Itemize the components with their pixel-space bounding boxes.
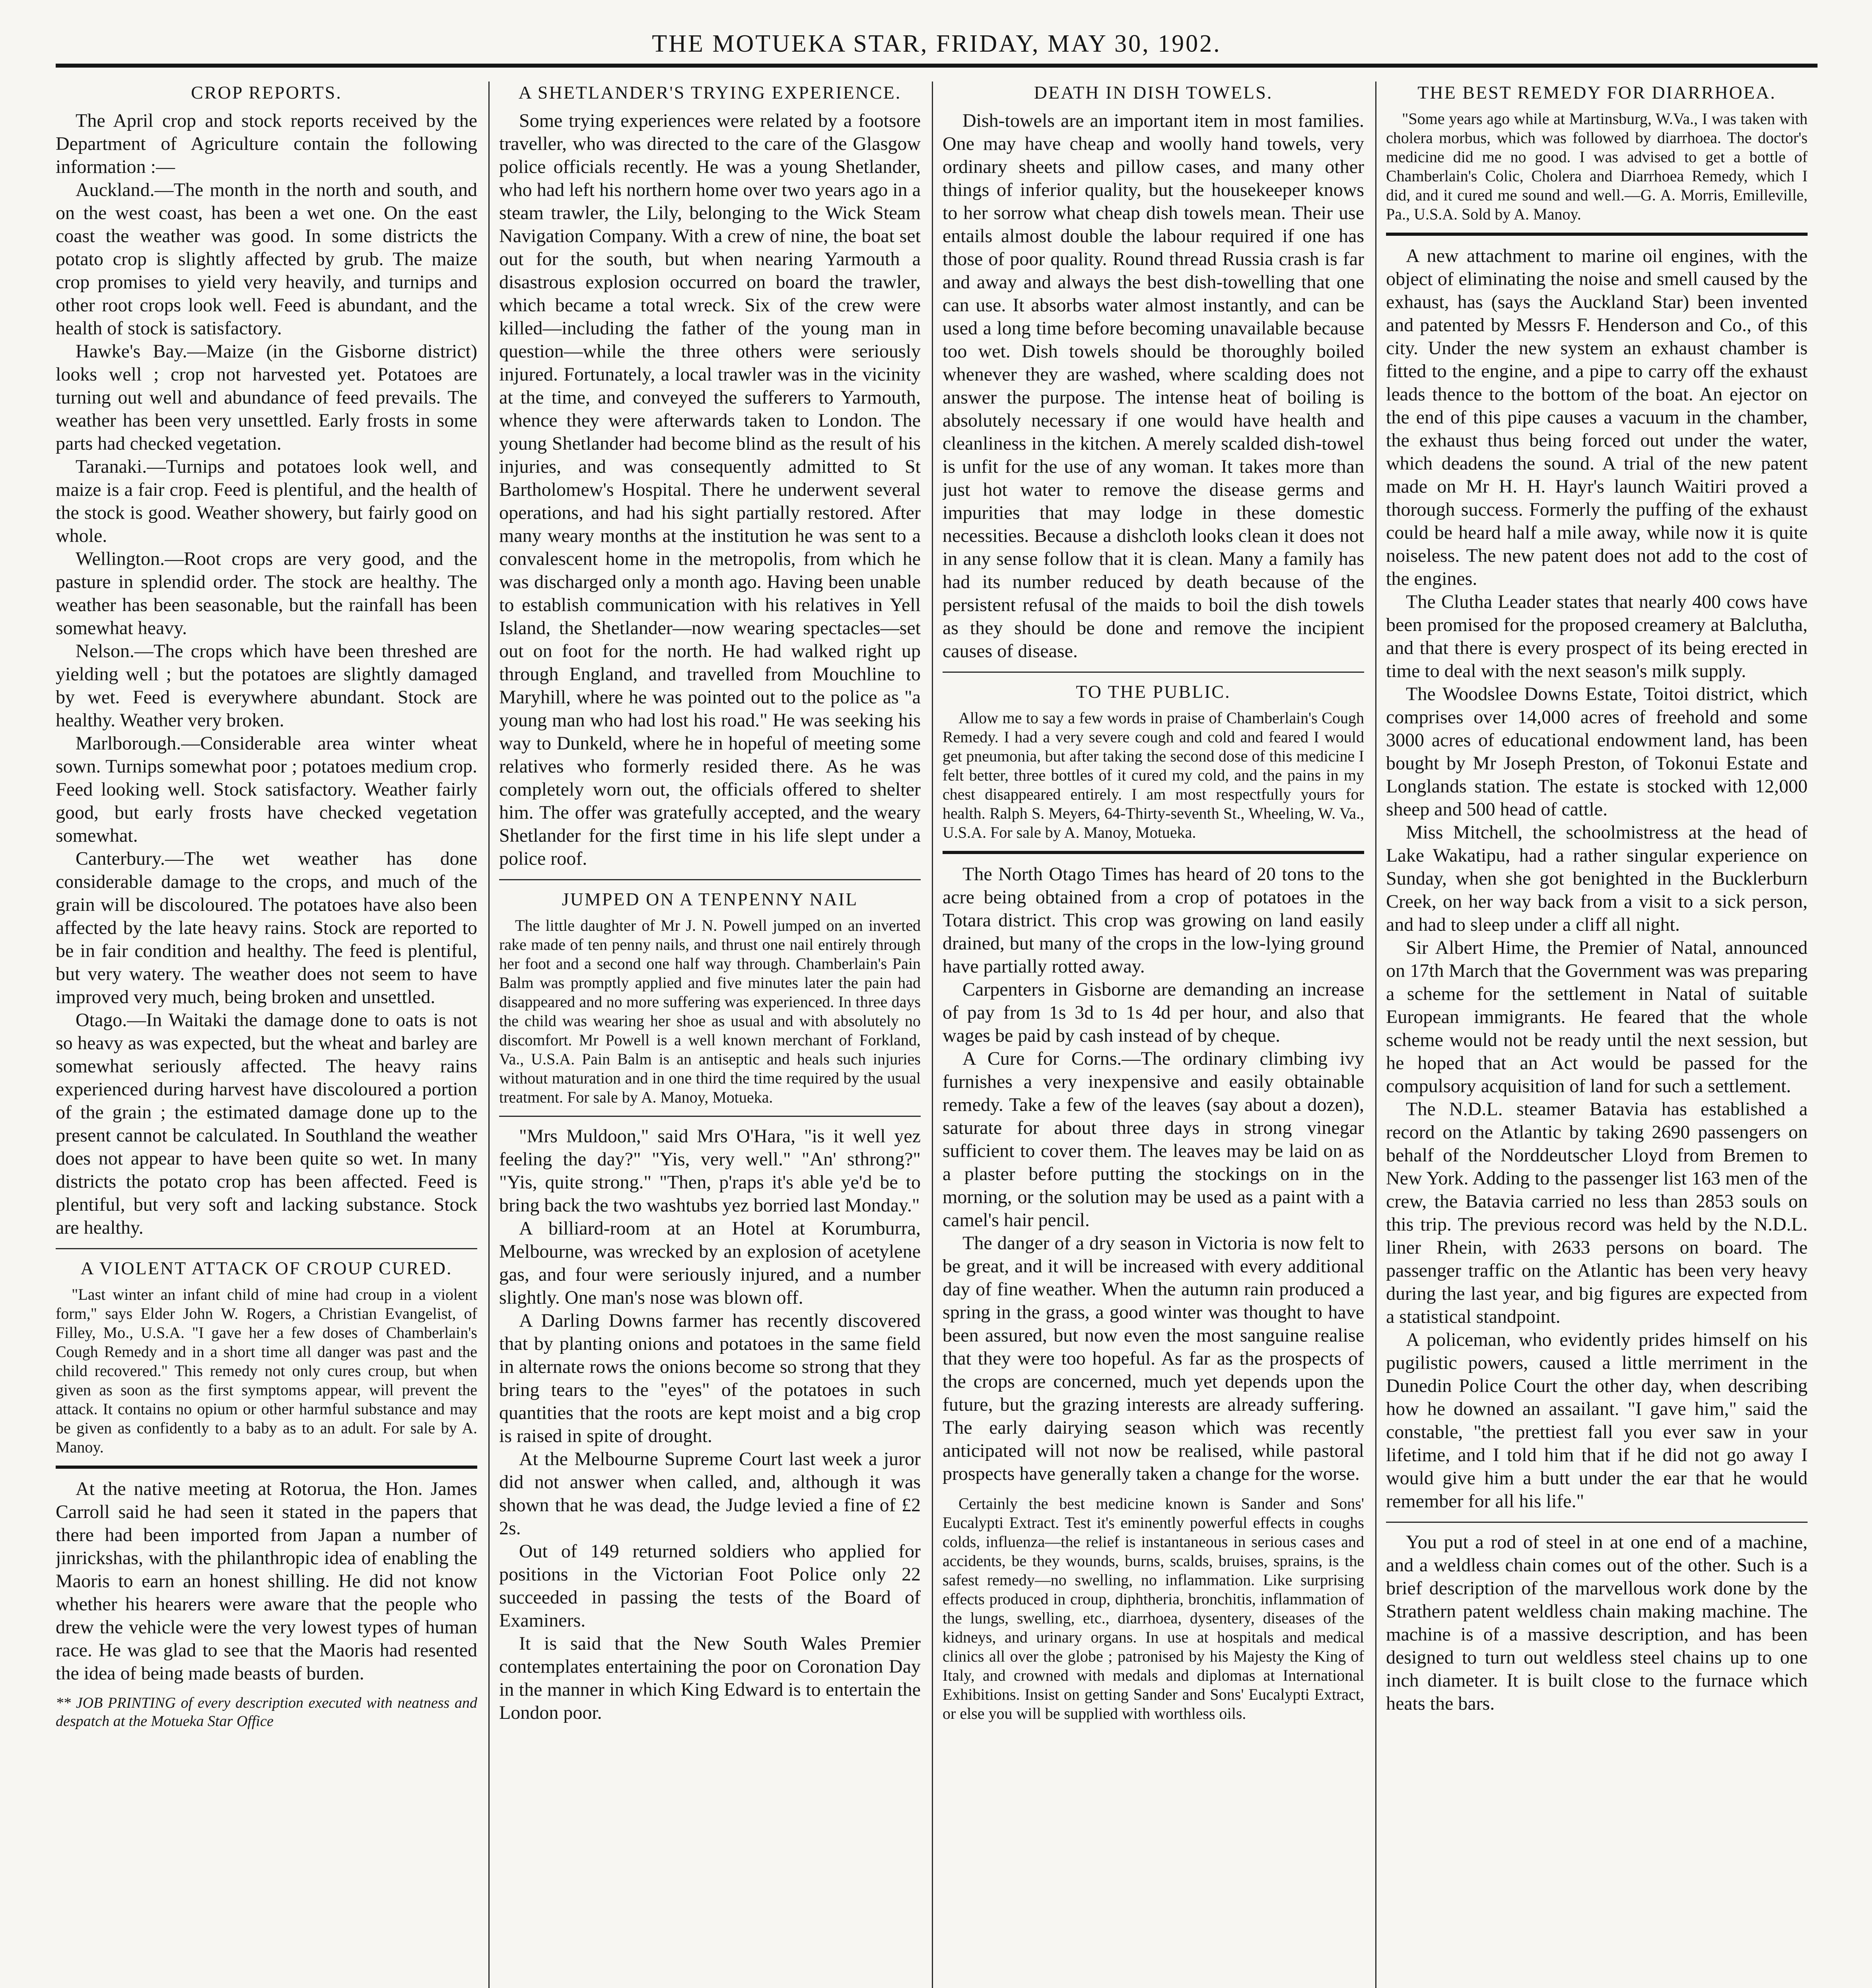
- paragraph-group: [499, 1125, 921, 1724]
- paragraph: "Mrs Muldoon," said Mrs O'Hara, "is it well yez feeling the day?" "Yis, very well." "An' sthrong?" "Yis, quite strong." "Then, p'raps it's able ye'd be to bring back the two washtubs yez borried last Monday.": [499, 1126, 921, 1216]
- paragraph: A new attachment to marine oil engines, with the object of eliminating the noise and smell caused by the exhaust, has (says the Auckland Star) been invented and patented by Messrs F. Henderson and Co., of this city. Under the new system an exhaust chamber is fitted to the engine, and a pipe to carry off the exhaust leads thence to the bottom of the boat. An ejector on the end of this pipe causes a vacuum in the chamber, the exhaust thus being forced out under the water, which deadens the sound. A trial of the new patent made on Mr H. H. Hayr's launch Waitiri proved a thorough success. Formerly the puffing of the exhaust could be heard half a mile away, while now it is quite noiseless. The new patent does not add to the cost of the engines.: [1386, 245, 1808, 589]
- paragraph: Out of 149 returned soldiers who applied for positions in the Victorian Foot Police only 22 succeeded in passing the tests of the Board of Examiners.: [499, 1541, 921, 1631]
- paragraph: Certainly the best medicine known is Sander and Sons' Eucalypti Extract. Test it's eminently powerful effects in coughs colds, influenza—the relief is instantaneous in serious cases and accidents, be they wounds, burns, scalds, bruises, sprains, is the safest remedy—no swelling, no inflammation. Like surprising effects produced in croup, diphtheria, bronchitis, inflammation of the lungs, swelling, etc., diarrhoea, dysentery, diseases of the kidneys, and urinary organs. In use at hospitals and medical clinics all over the globe ; patronised by his Majesty the King of Italy, and crowned with medals and diplomas at International Exhibitions. Insist on getting Sander and Sons' Eucalypti Extract, or else you will be supplied with worthless oils.: [943, 1495, 1364, 1722]
- advert-diarrhoea-remedy: [1386, 82, 1808, 224]
- headline: CROP REPORTS.: [191, 82, 342, 103]
- column-3: [943, 82, 1364, 1988]
- paragraph: Nelson.—The crops which have been threshed are yielding well ; but the potatoes are slightly damaged by wet. Feed is everywhere abundant. Stock are healthy. Weather very broken.: [56, 641, 477, 731]
- paragraph: At the Melbourne Supreme Court last week a juror did not answer when called, and, although it was shown that he was dead, the Judge levied a fine of £2 2s.: [499, 1448, 921, 1539]
- headline: JUMPED ON A TENPENNY NAIL: [562, 889, 858, 909]
- paragraph: The danger of a dry season in Victoria is now felt to be great, and it will be increased with every additional day of fine weather. When the autumn rain produced a spring in the grass, a good winter was thought to have been assured, but now even the most sanguine realise that they were too hopeful. As far as the prospects of the crops are concerned, much yet depends upon the future, but the grazing interests are already suffering. The early dairying season which was recently anticipated will not now be realised, while pastoral prospects have generally taken a change for the worse.: [943, 1233, 1364, 1484]
- paragraph: The Clutha Leader states that nearly 400 cows have been promised for the proposed creamery at Balclutha, and that there is every prospect of its being erected in time to deal with the next season's milk supply.: [1386, 591, 1808, 681]
- paragraph-group: [1386, 245, 1808, 1513]
- separator-rule: [1386, 233, 1808, 236]
- masthead-rule: [56, 64, 1818, 68]
- paragraph: You put a rod of steel in at one end of a machine, and a weldless chain comes out of the other. Such is a brief description of the marvellous work done by the Strathern patent weldless chain making machine. The machine is of a massive description, and has been designed to turn out weldless steel chains up to one inch diameter. It is built close to the furnace which heats the bars.: [1386, 1532, 1808, 1714]
- paragraph: Hawke's Bay.—Maize (in the Gisborne district) looks well ; crop not harvested yet. Potatoes are turning out well and abundance of feed prevails. The weather has been very unsettled. Early frosts in some parts had checked vegetation.: [56, 341, 477, 454]
- paragraph: The Woodslee Downs Estate, Toitoi district, which comprises over 14,000 acres of freehold and some 3000 acres of educational endowment land, has been bought by Mr Joseph Preston, of Tokonui Estate and Longlands station. The estate is stocked with 12,000 sheep and 500 head of cattle.: [1386, 683, 1808, 820]
- paragraph: A billiard-room at an Hotel at Korumburra, Melbourne, was wrecked by an explosion of acetylene gas, and four were seriously injured, and a number slightly. One man's nose was blown off.: [499, 1218, 921, 1308]
- paragraph: Otago.—In Waitaki the damage done to oats is not so heavy as was expected, but the wheat and barley are somewhat seriously affected. The heavy rains experienced during harvest have discoloured a portion of the grain ; the estimated damage done up to the present cannot be calculated. In Southland the weather does not appear to have been quite so wet. In many districts the potato crop has been affected. Feed is plentiful, but very soft and lacking substance. Stock are healthy.: [56, 1010, 477, 1238]
- paragraph: Taranaki.—Turnips and potatoes look well, and maize is a fair crop. Feed is plentiful, and the health of the stock is good. Weather showery, but fairly good on whole.: [56, 456, 477, 546]
- separator-rule: [56, 1248, 477, 1249]
- paragraph: The N.D.L. steamer Batavia has established a record on the Atlantic by taking 2690 passengers on behalf of the Norddeutscher Lloyd from Bremen to New York. Adding to the passenger list 163 men of the crew, the Batavia carried no less than 2853 souls on this trip. The previous record was held by the N.D.L. liner Rhein, with 2633 persons on board. The passenger traffic on the Atlantic has been very heavy during the last year, and big figures are expected from a statistical standpoint.: [1386, 1099, 1808, 1327]
- paragraph-group: [943, 863, 1364, 1485]
- advert-croup: [56, 1257, 477, 1457]
- paragraph: Sir Albert Hime, the Premier of Natal, announced on 17th March that the Government was was preparing a scheme for the settlement in Natal of suitable European immigrants. He feared that the whole scheme would not be ready until the next session, but he hoped that an Act would be passed for the compulsory acquisition of land for such a settlement.: [1386, 937, 1808, 1097]
- article-weldless-chain: [1386, 1531, 1808, 1715]
- separator-rule: [943, 851, 1364, 854]
- headline: A VIOLENT ATTACK OF CROUP CURED.: [80, 1258, 453, 1278]
- separator-rule: [499, 1116, 921, 1117]
- article-crop-reports: [56, 82, 477, 1239]
- paragraph: Wellington.—Root crops are very good, and the pasture in splendid order. The stock are healthy. The weather has been seasonable, but the rainfall has been somewhat heavy.: [56, 548, 477, 639]
- column-divider: [932, 82, 933, 1988]
- paragraph: Some trying experiences were related by a footsore traveller, who was directed to the care of the Glasgow police officials recently. He was a young Shetlander, who had left his northern home over two years ago in a steam trawler, the Lily, belonging to the Wick Steam Navigation Company. With a crew of nine, the boat set out for the south, but when nearing Yarmouth a disastrous explosion occurred on board the trawler, which became a total wreck. Six of the crew were killed—including the father of the young man in question—while the three others were seriously injured. Fortunately, a local trawler was in the vicinity at the time, and conveyed the sufferers to Yarmouth, whence they were afterwards taken to London. The young Shetlander had become blind as the result of his injuries, and was consequently admitted to St Bartholomew's Hospital. There he underwent several operations, and had his sight partially restored. After many weary months at the institution he was sent to a convalescent home in the metropolis, from which he was discharged only a month ago. Having been unable to establish communication with his relatives in Yell Island, the Shetlander—now wearing spectacles—set out on foot for the north. He had walked right up through England, and travelled from Mouchline to Maryhill, where he was pointed out to the police as "a young man who had lost his road." He was seeking his way to Dunkeld, where he in hopeful of meeting some relatives who formerly resided there. As he was completely worn out, the officials offered to shelter him. The offer was gratefully accepted, and the weary Shetlander for the first time in his life slept under a police roof.: [499, 110, 921, 869]
- separator-rule: [56, 1466, 477, 1469]
- job-printing-notice: ** JOB PRINTING of every description executed with neatness and despatch at the Motueka Star Office: [56, 1695, 477, 1730]
- column-2: [499, 82, 921, 1988]
- paragraph: At the native meeting at Rotorua, the Hon. James Carroll said he had seen it stated in the papers that there had been imported from Japan a number of jinrickshas, with the philanthropic idea of enabling the Maoris to earn an honest shilling. He did not know whether his hearers were aware that the people who drew the vehicle were the very lowest types of human race. He was glad to see that the Maoris had resented the idea of being made beasts of burden.: [56, 1478, 477, 1684]
- advert-eucalypti: [943, 1494, 1364, 1723]
- paragraph: A Darling Downs farmer has recently discovered that by planting onions and potatoes in the same field in alternate rows the onions become so strong that they bring tears to the "eyes" of the potatoes in such quantities that the roots are kept moist and a big crop is raised in spite of drought.: [499, 1310, 921, 1446]
- column-divider: [1375, 82, 1376, 1988]
- paragraph: "Last winter an infant child of mine had croup in a violent form," says Elder John W. Rogers, a Christian Evangelist, of Filley, Mo., U.S.A. "I gave her a few doses of Chamberlain's Cough Remedy and in a short time all danger was past and the child recovered." This remedy not only cures croup, but when given as soon as the first symptoms appear, will prevent the attack. It contains no opium or other harmful substance and may be given as confidently to a baby as to an adult. For sale by A. Manoy.: [56, 1285, 477, 1456]
- column-4: [1386, 82, 1808, 1988]
- column-divider: [488, 82, 490, 1988]
- advert-tenpenny-nail: [499, 888, 921, 1107]
- paragraph: Auckland.—The month in the north and south, and on the west coast, has been a wet one. On the east coast the weather was good. In some districts the potato crop is slightly affected by grub. The maize crop promises to yield very heavily, and turnips and other root crops look well. Feed is abundant, and the health of stock is satisfactory.: [56, 179, 477, 339]
- paragraph: Miss Mitchell, the schoolmistress at the head of Lake Wakatipu, had a rather singular experience on Sunday, when she got benighted in the Bucklerburn Creek, on her way back from a visit to a sick person, and had to sleep under a cliff all night.: [1386, 822, 1808, 935]
- paragraph: Allow me to say a few words in praise of Chamberlain's Cough Remedy. I had a very severe cough and cold and feared I would get pneumonia, but after taking the second dose of this medicine I felt better, three bottles of it cured my cold, and the pains in my chest disappeared entirely. I am most respectfully yours for health. Ralph S. Meyers, 64-Thirty-seventh St., Wheeling, W. Va., U.S.A. For sale by A. Manoy, Motueka.: [943, 709, 1364, 841]
- paragraph: A policeman, who evidently prides himself on his pugilistic powers, caused a little merriment in the Dunedin Police Court the other day, when describing how he downed an assailant. "I gave him," said the constable, "the prettiest fall you ever saw in your lifetime, and I told him that if he did not go away I would give him a butt under the ear that he would remember for all his life.": [1386, 1329, 1808, 1512]
- headline: DEATH IN DISH TOWELS.: [1034, 82, 1273, 103]
- separator-rule: [943, 672, 1364, 673]
- separator-rule: [499, 879, 921, 880]
- paragraph: Marlborough.—Considerable area winter wheat sown. Turnips somewhat poor ; potatoes medium crop. Feed looking well. Stock satisfactory. Weather fairly good, but early frosts have checked vegetation somewhat.: [56, 733, 477, 846]
- paragraph: "Some years ago while at Martinsburg, W.Va., I was taken with cholera morbus, which was followed by diarrhoea. The doctor's medicine did me no good. I was advised to get a bottle of Chamberlain's Colic, Cholera and Diarrhoea Remedy, which I did, and it cured me sound and well.—G. A. Morris, Emilleville, Pa., U.S.A. Sold by A. Manoy.: [1386, 110, 1808, 223]
- paragraph: Dish-towels are an important item in most families. One may have cheap and woolly hand towels, very ordinary sheets and pillow cases, and many other things of inferior quality, but the housekeeper knows to her sorrow what cheap dish towels mean. Their use entails almost double the labour required if one has those of poor quality. Round thread Russia crash is far and away and always the best dish-towelling that one can use. It absorbs water almost instantly, and can be used a long time before becoming unavailable because too wet. Dish towels should be thoroughly boiled whenever they are washed, where scalding does not answer the purpose. The intense heat of boiling is absolutely necessary if one would have health and cleanliness in the kitchen. A merely scalded dish-towel is unfit for the use of any woman. It takes more than just hot water to remove the disease germs and impurities that may lodge in these domestic necessities. Because a dishcloth looks clean it does not in any sense follow that it is clean. Many a family has had its number reduced by death because of the persistent refusal of the maids to boil the dish towels as they should be done and remove the incipient causes of disease.: [943, 110, 1364, 662]
- paragraph: It is said that the New South Wales Premier contemplates entertaining the poor on Coronation Day in the manner in which King Edward is to entertain the London poor.: [499, 1633, 921, 1723]
- headline: THE BEST REMEDY FOR DIARRHOEA.: [1417, 82, 1776, 103]
- headline: A SHETLANDER'S TRYING EXPERIENCE.: [518, 82, 902, 103]
- article-rotorua: [56, 1477, 477, 1685]
- paragraph: Canterbury.—The wet weather has done considerable damage to the crops, and much of the grain will be discoloured. The potatoes have also been affected by the late heavy rains. Stock are reported to be in fair condition and healthy. The feed is plentiful, but very watery. The weather does not seem to have improved very much, being broken and unsettled.: [56, 848, 477, 1008]
- advert-to-the-public: [943, 681, 1364, 842]
- paragraph: The North Otago Times has heard of 20 tons to the acre being obtained from a crop of potatoes in the Totara district. This crop was growing on land easily drained, but many of the crops in the low-lying ground have partially rotted away.: [943, 864, 1364, 977]
- separator-rule: [1386, 1522, 1808, 1523]
- paragraph: The April crop and stock reports received by the Department of Agriculture contain the following information :—: [56, 110, 477, 177]
- article-shetlander: [499, 82, 921, 870]
- paragraph: Carpenters in Gisborne are demanding an increase of pay from 1s 3d to 1s 4d per hour, and also that wages be paid by cash instead of by cheque.: [943, 979, 1364, 1046]
- paragraph: The little daughter of Mr J. N. Powell jumped on an inverted rake made of ten penny nails, and thrust one nail entirely through her foot and a second one half way through. Chamberlain's Pain Balm was promptly applied and five minutes later the pain had disappeared and no more suffering was experienced. In three days the child was wearing her shoe as usual and with absolutely no discomfort. Mr Powell is a well known merchant of Forkland, Va., U.S.A. Pain Balm is an antiseptic and heals such injuries without maturation and in one third the time required by the usual treatment. For sale by A. Manoy, Motueka.: [499, 916, 921, 1106]
- headline: TO THE PUBLIC.: [1076, 681, 1231, 702]
- column-1: [56, 82, 477, 1988]
- paragraph: A Cure for Corns.—The ordinary climbing ivy furnishes a very inexpensive and easily obtainable remedy. Take a few of the leaves (say about a dozen), saturate for about three days in strong vinegar sufficient to cover them. The leaves may be laid on as a plaster before putting the stockings on in the morning, or the solution may be used as a paint with a camel's hair pencil.: [943, 1048, 1364, 1231]
- article-dish-towels: [943, 82, 1364, 663]
- masthead: THE MOTUEKA STAR, FRIDAY, MAY 30, 1902.: [652, 30, 1221, 57]
